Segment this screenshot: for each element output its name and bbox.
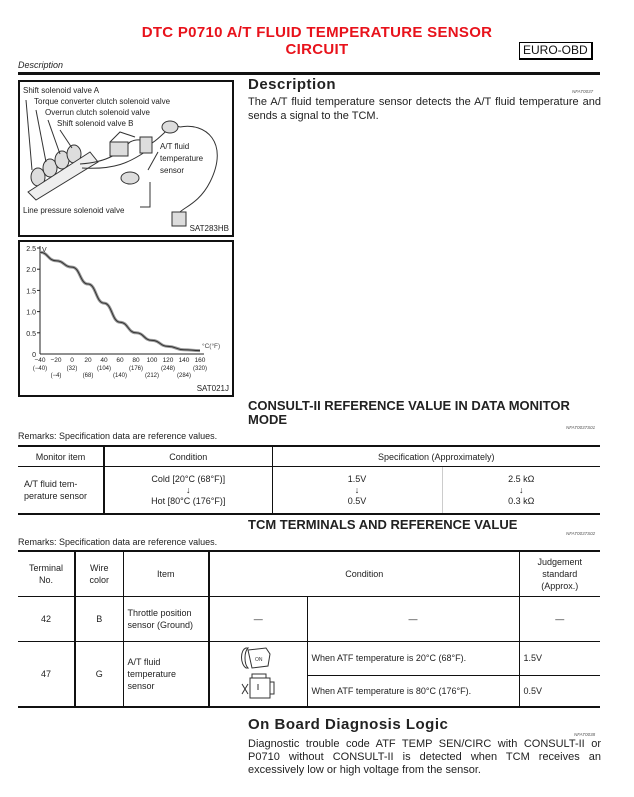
col-condition: Condition xyxy=(104,446,272,467)
col-specification: Specification (Approximately) xyxy=(272,446,600,467)
ignition-on-engine-running-icons xyxy=(238,642,278,704)
tcm-terminals-table xyxy=(18,550,600,708)
header-rule xyxy=(18,72,600,75)
label-line-pressure-solenoid: Line pressure solenoid valve xyxy=(23,206,125,215)
euro-obd-badge: EURO-OBD xyxy=(519,42,593,60)
arrow-down-icon: ↓ xyxy=(354,484,360,495)
judgement-cell: — xyxy=(519,597,600,642)
ignition-on-label: ON xyxy=(255,657,263,663)
col-wire-color: Wire color xyxy=(75,551,123,597)
table-row xyxy=(18,597,600,642)
y-axis-unit: V xyxy=(42,247,47,254)
x-tick-label-f: (248) xyxy=(160,366,176,372)
y-tick-label: 2.5 xyxy=(26,246,36,253)
x-tick-label-f: (320) xyxy=(192,366,208,372)
icon-cell xyxy=(209,642,307,708)
label-shift-solenoid-b: Shift solenoid valve B xyxy=(57,119,134,128)
arrow-down-icon: ↓ xyxy=(186,484,191,495)
y-tick-label: 0.5 xyxy=(26,330,36,338)
resistance-cell xyxy=(442,467,600,515)
y-tick-label: 1.5 xyxy=(26,288,36,296)
col-item: Item xyxy=(123,551,209,597)
x-tick-label: −40 xyxy=(34,357,46,364)
judgement-cell: 0.5V xyxy=(523,685,543,696)
label-torque-converter-clutch: Torque converter clutch solenoid valve xyxy=(34,97,171,106)
consult-remarks: Remarks: Specification data are reference values. xyxy=(18,431,218,441)
x-tick-label-f: (284) xyxy=(176,373,192,379)
monitor-item-cell: A/T fluid tem-perature sensor xyxy=(18,467,104,515)
description-heading: Description xyxy=(248,76,337,93)
condition-cell: When ATF temperature is 20°C (68°F). xyxy=(307,642,519,676)
col-condition: Condition xyxy=(209,551,519,597)
x-tick-label-f: (212) xyxy=(144,373,160,379)
x-tick-label-f: (176) xyxy=(128,366,144,372)
y-tick-label: 1.0 xyxy=(26,309,36,317)
condition-cell xyxy=(104,467,272,515)
voltage-cell xyxy=(272,467,442,515)
x-tick-label: 20 xyxy=(84,357,92,364)
description-ref-code: NFAT0037 xyxy=(572,89,594,94)
label-overrun-clutch: Overrun clutch solenoid valve xyxy=(45,108,150,117)
label-atf-sensor-2: temperature xyxy=(160,154,204,163)
x-tick-label: 80 xyxy=(132,357,140,364)
voltage-cold: 1.5V xyxy=(347,473,367,484)
x-tick-label: 140 xyxy=(178,357,190,364)
item-cell: A/T fluid temperature sensor xyxy=(123,642,209,708)
figure-code: SAT283HB xyxy=(189,224,229,233)
obd-text: Diagnostic trouble code ATF TEMP SEN/CIRC with CONSULT-II or P0710 without CONSULT-II is detected when TCM receives an excessively low or high voltage from the sensor. xyxy=(248,738,601,776)
obd-heading: On Board Diagnosis Logic xyxy=(248,716,449,733)
consult-ref-code: NFAT0037S01 xyxy=(566,425,596,430)
consult-heading: CONSULT-II REFERENCE VALUE IN DATA MONITOR MODE xyxy=(248,398,570,427)
x-tick-label: 100 xyxy=(146,357,158,364)
x-tick-label-f: (104) xyxy=(96,366,112,372)
component-illustration xyxy=(18,80,234,237)
judgement-cell: 1.5V xyxy=(519,642,600,676)
section-label: Description xyxy=(18,60,64,70)
x-tick-label: 120 xyxy=(162,357,174,364)
condition-cold: Cold [20°C (68°F)] xyxy=(151,473,226,484)
x-tick-label: 160 xyxy=(194,357,206,364)
terminal-cell: 42 xyxy=(18,597,75,642)
tcm-heading: TCM TERMINALS AND REFERENCE VALUE xyxy=(248,517,518,532)
x-tick-label: −20 xyxy=(50,357,62,364)
wire-color-cell: G xyxy=(75,642,123,708)
page-title-line2: CIRCUIT xyxy=(285,41,349,58)
y-tick-label: 2.0 xyxy=(26,267,36,275)
description-text: The A/T fluid temperature sensor detects the A/T fluid temperature and sends a signal to the TCM. xyxy=(248,96,601,122)
figure-code: SAT021J xyxy=(196,384,229,393)
consult-reference-table xyxy=(18,445,600,515)
label-atf-sensor-3: sensor xyxy=(160,166,185,175)
col-judgement: Judgement standard (Approx.) xyxy=(519,551,600,597)
y-tick-label: 0 xyxy=(32,352,36,359)
ignition-key-on-icon xyxy=(242,648,271,668)
col-monitor-item: Monitor item xyxy=(18,446,104,467)
arrow-down-icon: ↓ xyxy=(519,484,524,495)
x-tick-label-f: (68) xyxy=(82,373,94,379)
x-tick-label-f: (−4) xyxy=(50,373,62,379)
chart-svg xyxy=(20,242,232,395)
page-title-line1: DTC P0710 A/T FLUID TEMPERATURE SENSOR xyxy=(141,24,493,41)
x-tick-label: 60 xyxy=(116,357,124,364)
resistance-cold: 2.5 kΩ xyxy=(508,473,535,484)
condition-cell: When ATF temperature is 80°C (176°F). xyxy=(307,675,519,707)
tcm-remarks: Remarks: Specification data are reference values. xyxy=(18,537,218,547)
resistance-hot: 0.3 kΩ xyxy=(508,495,535,506)
voltage-temperature-chart xyxy=(18,240,234,397)
col-terminal-no: Terminal No. xyxy=(18,551,75,597)
engine-running-icon xyxy=(242,674,274,698)
table-row xyxy=(18,642,600,676)
item-cell: Throttle position sensor (Ground) xyxy=(123,597,209,642)
x-tick-label-f: (32) xyxy=(66,366,78,372)
x-axis-unit: °C(°F) xyxy=(202,343,221,350)
condition-hot: Hot [80°C (176°F)] xyxy=(151,495,226,506)
x-tick-label: 0 xyxy=(70,357,74,364)
condition-cell: — xyxy=(307,597,519,642)
series-line xyxy=(40,252,200,350)
x-tick-label: 40 xyxy=(100,357,108,364)
label-atf-sensor-1: A/T fluid xyxy=(160,142,190,151)
terminal-cell: 47 xyxy=(18,642,75,708)
wire-color-cell: B xyxy=(75,597,123,642)
series-band xyxy=(40,252,200,350)
x-tick-label-f: (140) xyxy=(112,373,128,379)
obd-ref-code: NFAT0038 xyxy=(574,732,596,737)
label-shift-solenoid-a: Shift solenoid valve A xyxy=(23,86,100,95)
icon-cell: — xyxy=(209,597,307,642)
tcm-ref-code: NFAT0037S02 xyxy=(566,531,596,536)
voltage-hot: 0.5V xyxy=(347,495,367,506)
x-tick-label-f: (−40) xyxy=(32,366,48,372)
